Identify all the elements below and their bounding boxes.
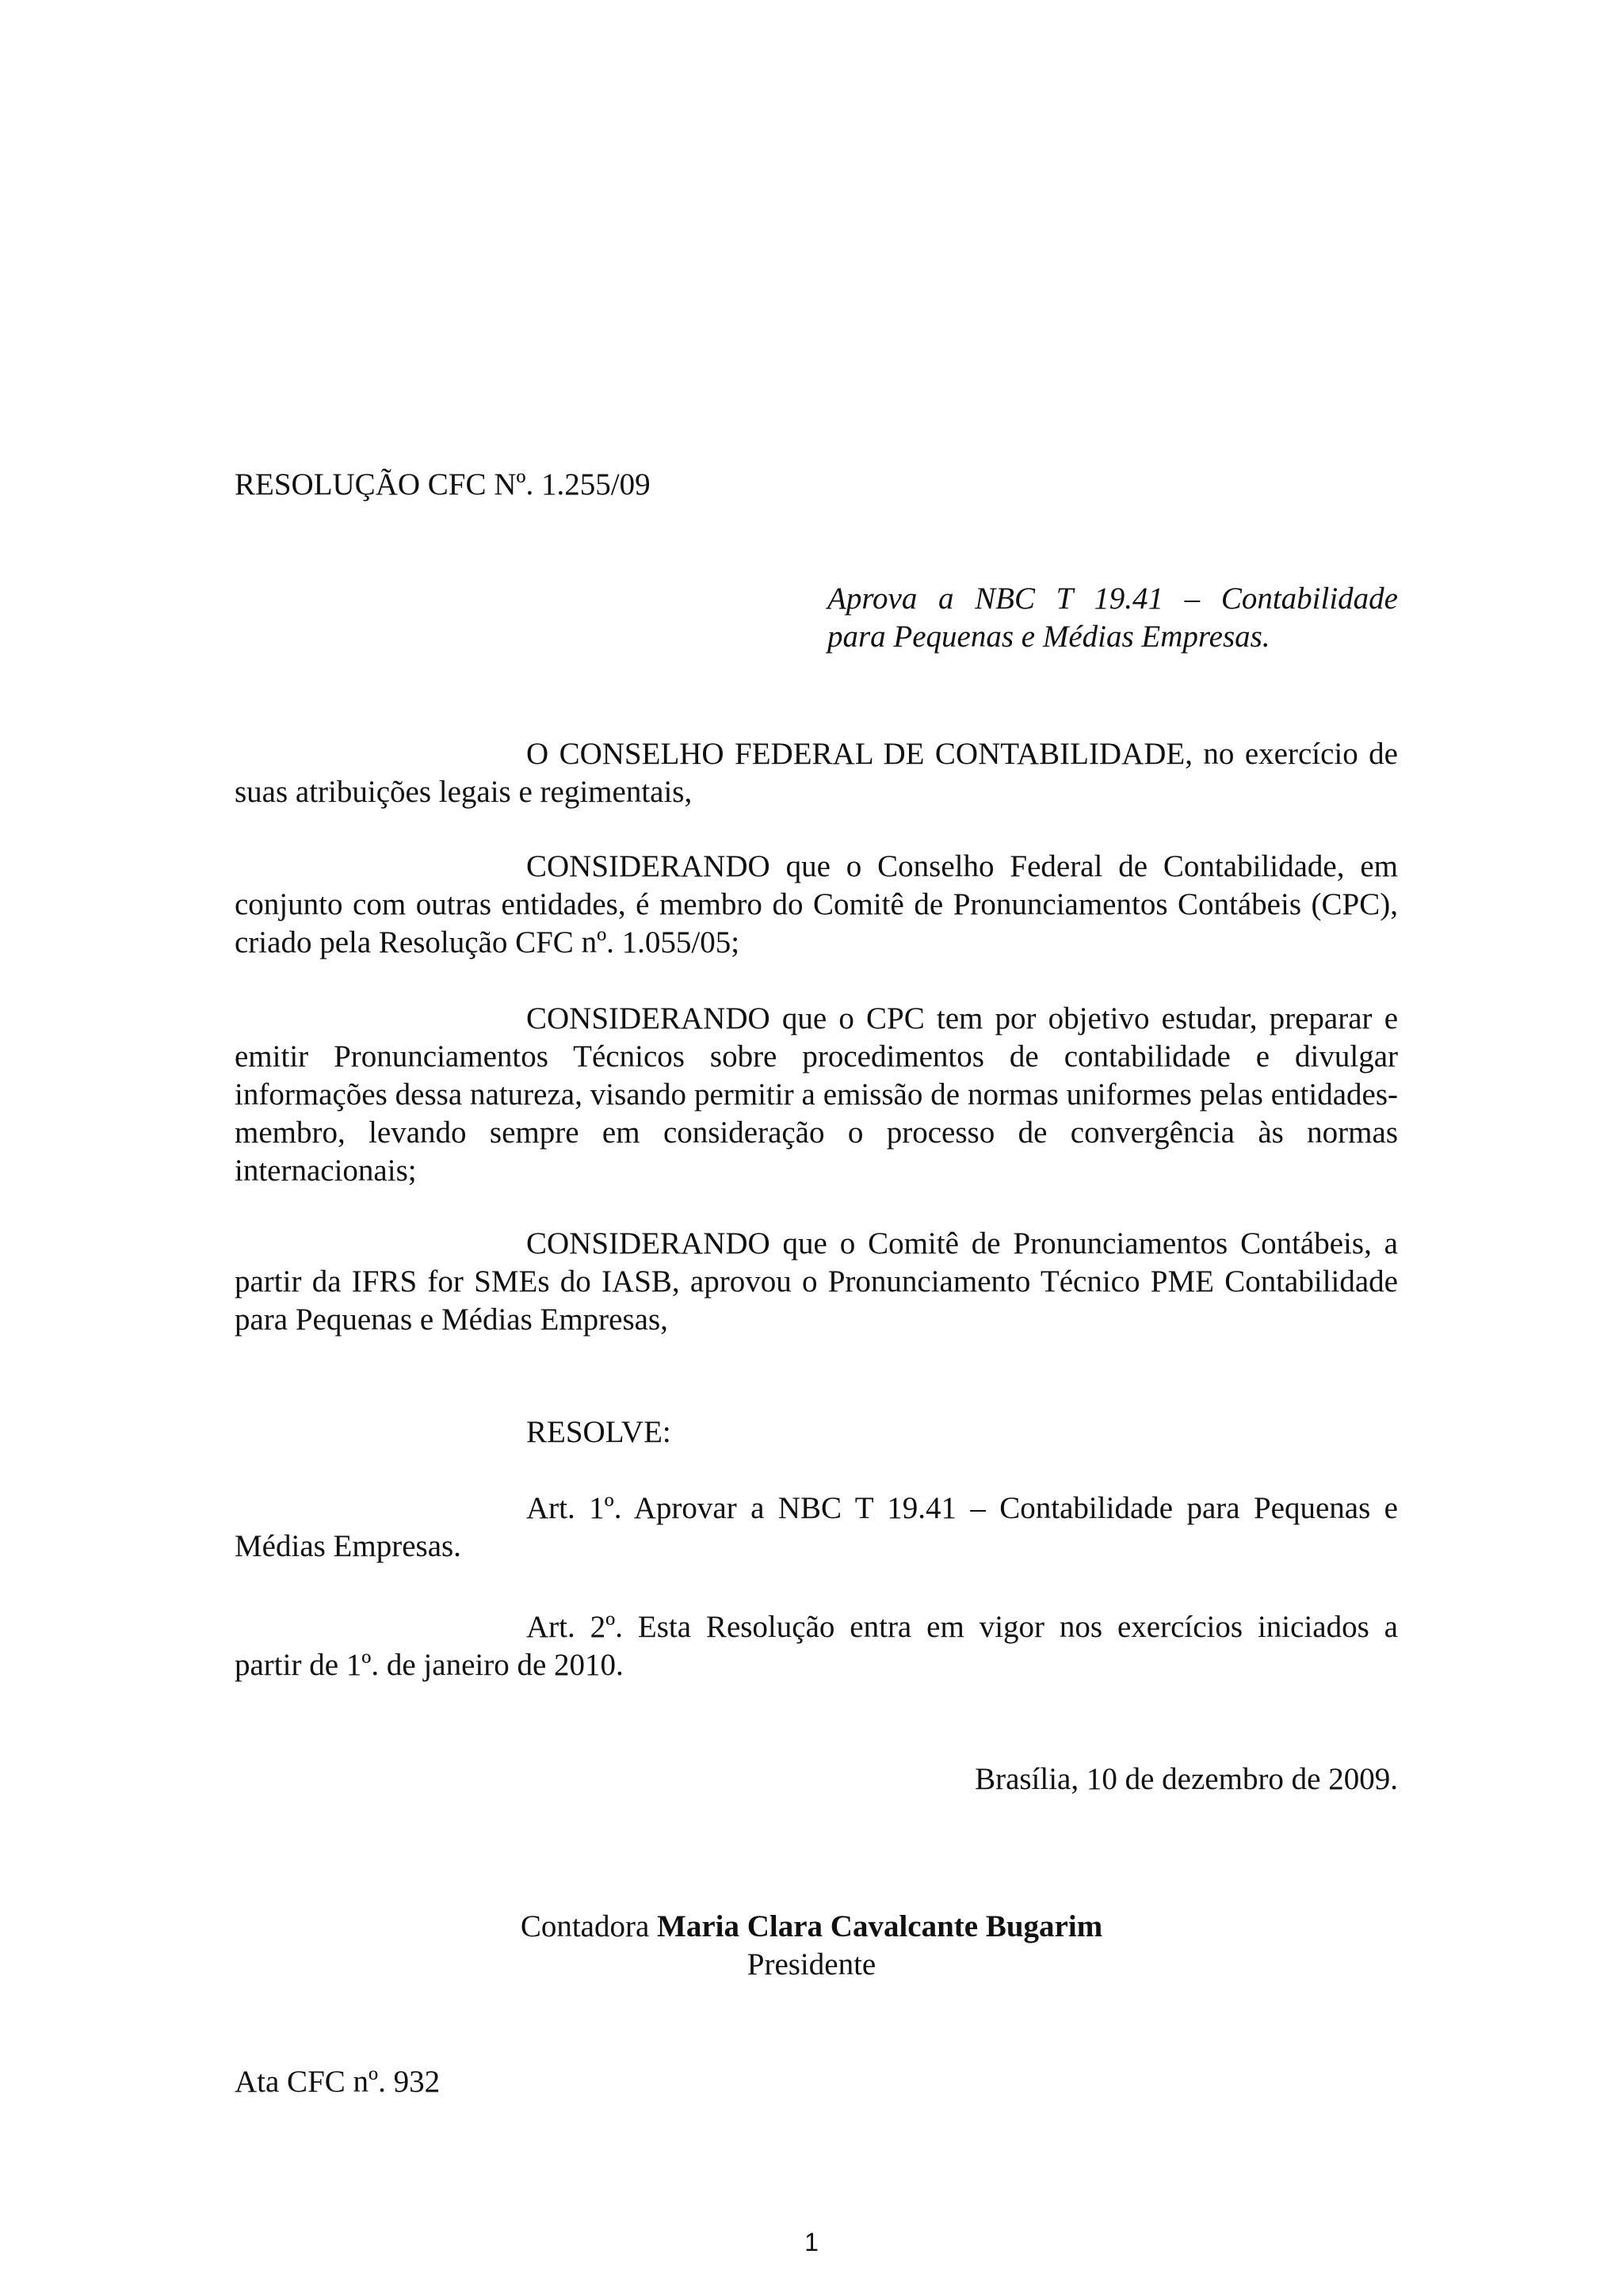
page-number: 1 (804, 2228, 819, 2256)
article-2-line-1: Art. 2º. Esta Resolução entra em vigor nos exercícios iniciados a (526, 1610, 1398, 1644)
paragraph-preamble: O CONSELHO FEDERAL DE CONTABILIDADE, no exercício de suas atribuições legais e regimentais, (235, 737, 1398, 809)
article-2-line-2: partir de 1º. de janeiro de 2010. (235, 1648, 624, 1682)
paragraph-considerando-3: CONSIDERANDO que o Comitê de Pronunciamentos Contábeis, a partir da IFRS for SMEs do IASB, aprovou o Pronunciamento Técnico PME Contabilidade para Pequenas e Médias Empresas, (235, 1226, 1398, 1337)
ementa-line-1: Aprova a NBC T 19.41 – Contabilidade (827, 582, 1398, 616)
ementa (827, 580, 1398, 656)
article-1-line-1: Art. 1º. Aprovar a NBC T 19.41 – Contabilidade para Pequenas e (526, 1491, 1398, 1525)
article-1 (235, 1489, 1398, 1566)
resolve-heading: RESOLVE: (526, 1415, 671, 1449)
signature-prefix: Contadora (520, 1909, 650, 1943)
article-2 (235, 1608, 1398, 1684)
article-1-line-2: Médias Empresas. (235, 1529, 461, 1563)
paragraph-considerando-2: CONSIDERANDO que o CPC tem por objetivo estudar, preparar e emitir Pronunciamentos Técnicos sobre procedimentos de contabilidade e divulgar informações dessa natureza, visando permitir a emissão de normas uniformes pelas entidades-membro, levando sempre em consideração o processo de convergência às normas internacionais; (235, 1001, 1398, 1188)
ementa-line-2: para Pequenas e Médias Empresas. (827, 620, 1270, 654)
signature-name: Maria Clara Cavalcante Bugarim (657, 1909, 1103, 1943)
signature-role: Presidente (747, 1947, 876, 1981)
ata-reference: Ata CFC nº. 932 (235, 2065, 441, 2099)
signature-name-line (0, 1908, 1623, 1946)
paragraph-considerando-1: CONSIDERANDO que o Conselho Federal de Contabilidade, em conjunto com outras entidades, é membro do Comitê de Pronunciamentos Contábeis (CPC), criado pela Resolução CFC nº. 1.055/05; (235, 849, 1398, 959)
resolution-title: RESOLUÇÃO CFC Nº. 1.255/09 (235, 467, 651, 502)
date-line: Brasília, 10 de dezembro de 2009. (975, 1762, 1398, 1796)
signature-block (0, 1908, 1623, 1984)
